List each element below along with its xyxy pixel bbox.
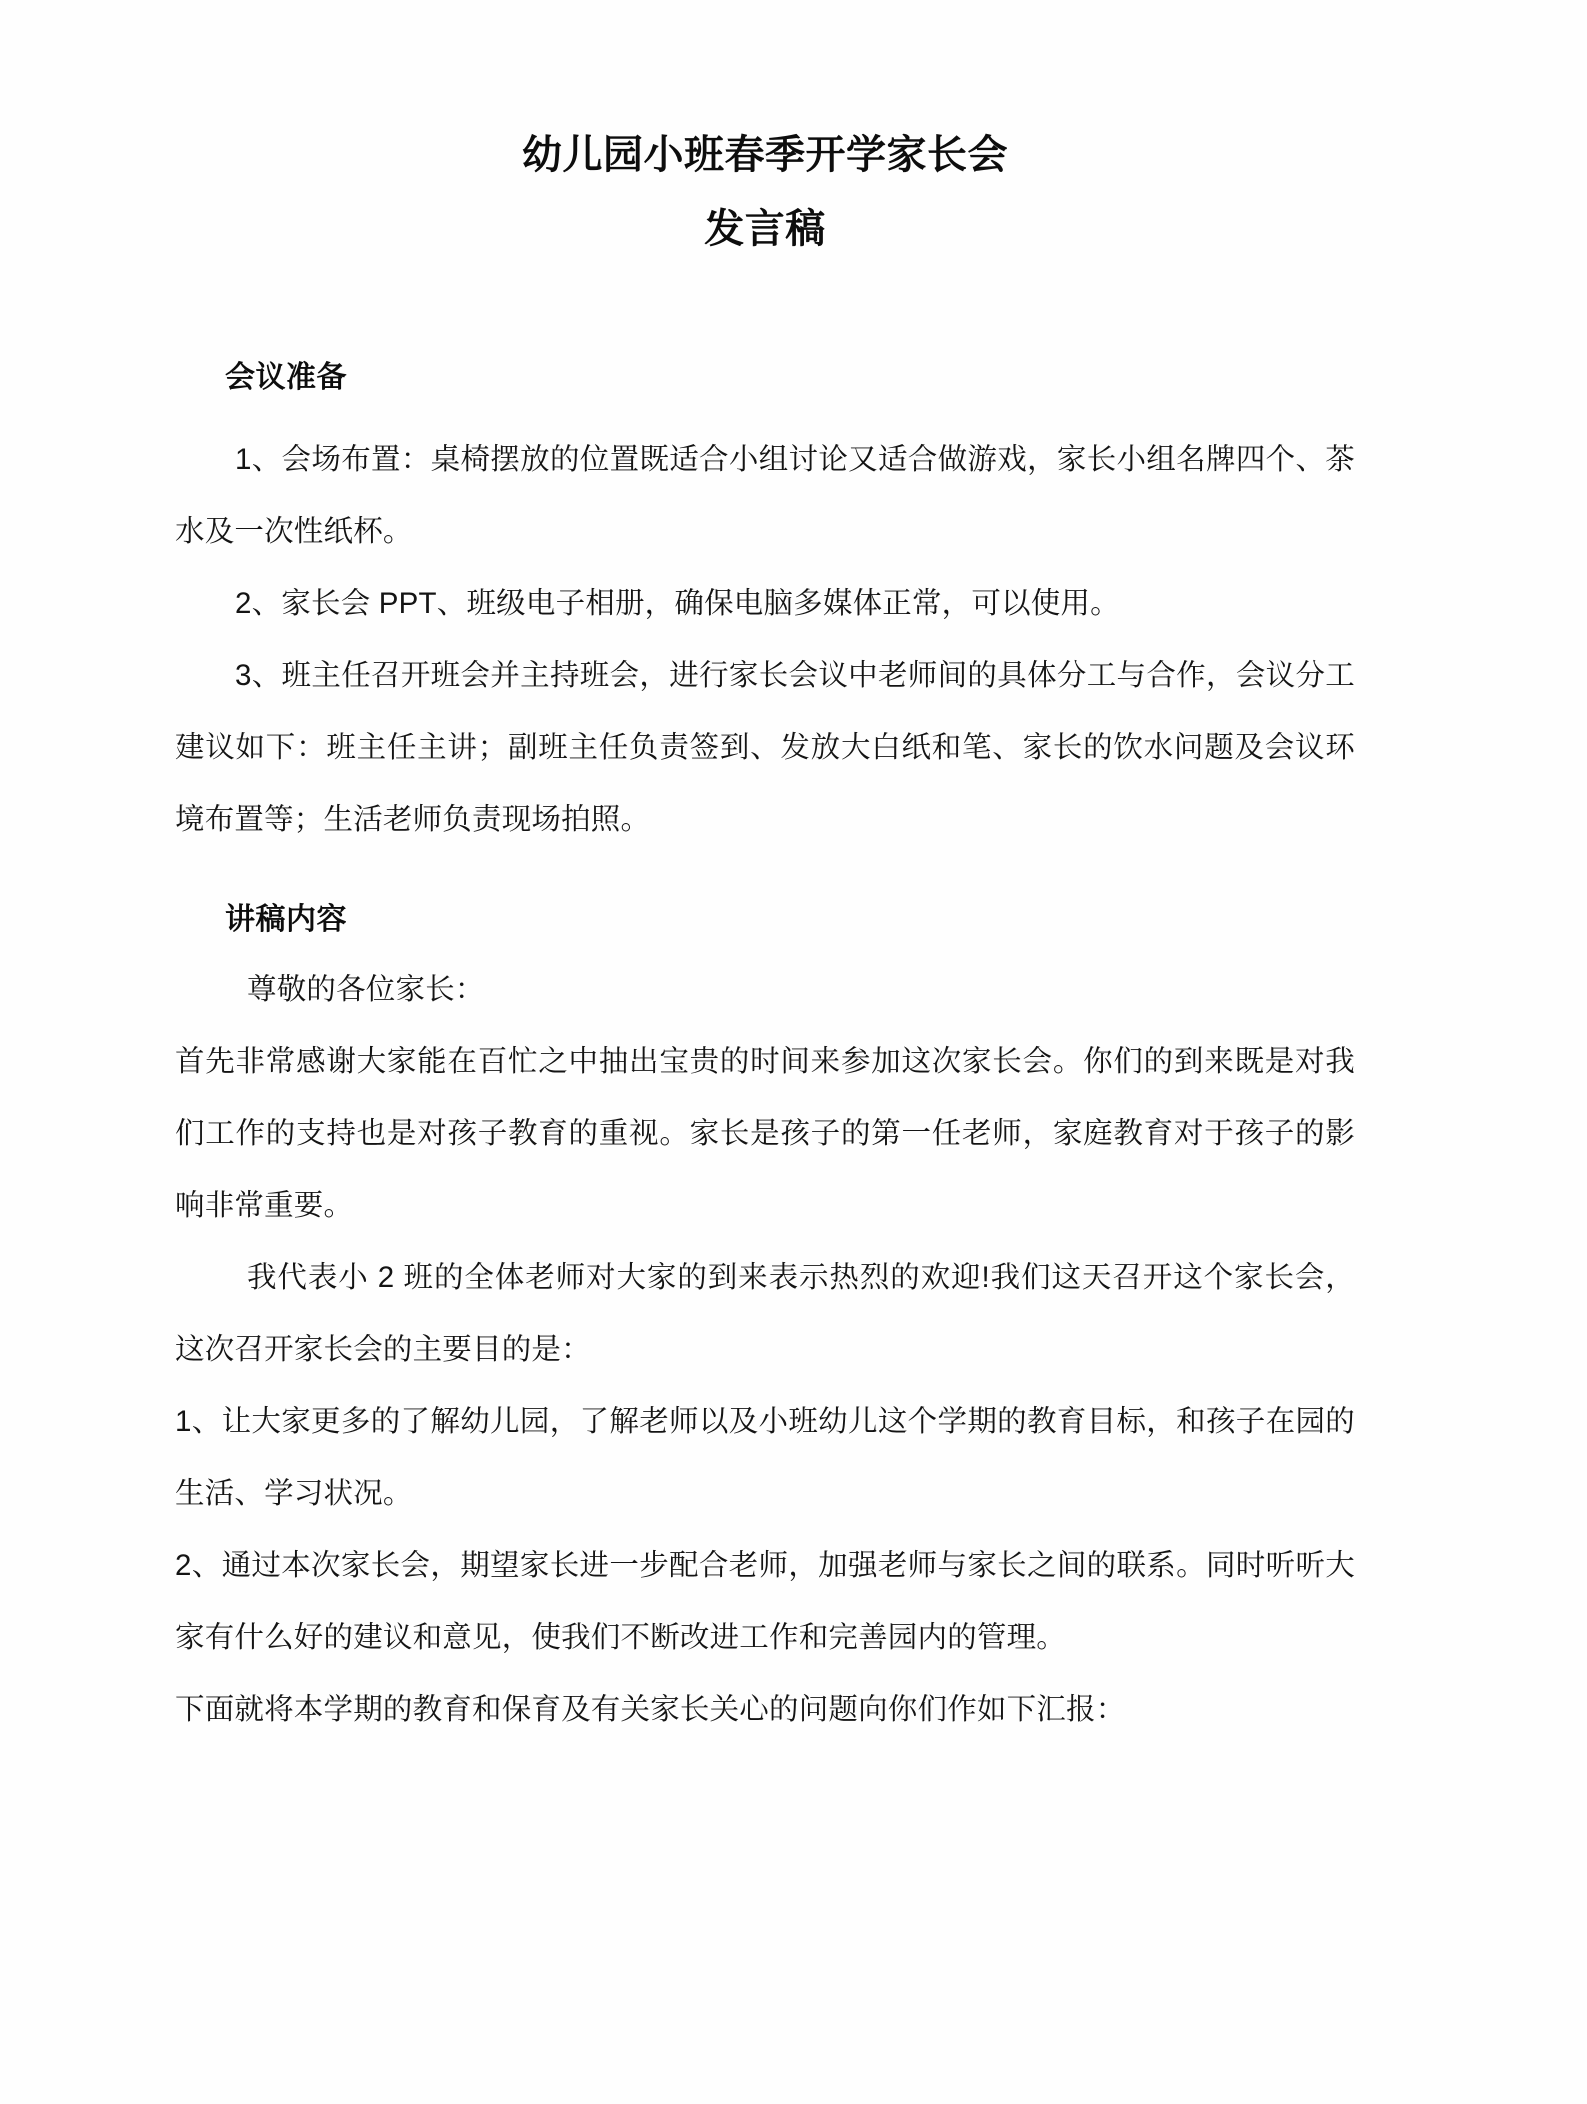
spacer [175, 944, 1355, 954]
section-heading-speech-content: 讲稿内容 [225, 903, 347, 936]
page-title-line-2: 发言稿 [704, 207, 826, 251]
paragraph-thanks: 首先非常感谢大家能在百忙之中抽出宝贵的时间来参加这次家长会。你们的到来既是对我们工作的支持也是对孩子教育的重视。家长是孩子的第一任老师，家庭教育对于孩子的影响非常重要。 [175, 1045, 1355, 1222]
document-body [175, 0, 1355, 1746]
paragraph-prep-item-3: 3、班主任召开班会并主持班会，进行家长会议中老师间的具体分工与合作，会议分工建议如下：班主任主讲；副班主任负责签到、发放大白纸和笔、家长的饮水问题及会议环境布置等；生活老师负责现场拍照。 [175, 659, 1355, 836]
paragraph-salutation: 尊敬的各位家长： [247, 973, 485, 1006]
page-title-line-1: 幼儿园小班春季开学家长会 [522, 133, 1008, 177]
paragraph-purpose-item-2: 2、通过本次家长会，期望家长进一步配合老师，加强老师与家长之间的联系。同时听听大家有什么好的建议和意见，使我们不断改进工作和完善园内的管理。 [175, 1549, 1355, 1654]
section-heading-meeting-preparation: 会议准备 [225, 361, 347, 394]
paragraph-closing-report: 下面就将本学期的教育和保育及有关家长关心的问题向你们作如下汇报： [175, 1693, 1126, 1726]
paragraph-prep-item-1: 1、会场布置：桌椅摆放的位置既适合小组讨论又适合做游戏，家长小组名牌四个、茶水及一次性纸杯。 [175, 443, 1355, 548]
paragraph-purpose-item-1: 1、让大家更多的了解幼儿园，了解老师以及小班幼儿这个学期的教育目标，和孩子在园的生活、学习状况。 [175, 1405, 1355, 1510]
spacer [175, 402, 1355, 424]
paragraph-welcome: 我代表小 2 班的全体老师对大家的到来表示热烈的欢迎!我们这天召开这个家长会，这次召开家长会的主要目的是： [175, 1261, 1355, 1366]
document-title-block [175, 0, 1355, 266]
paragraph-prep-item-2: 2、家长会 PPT、班级电子相册，确保电脑多媒体正常，可以使用。 [235, 587, 1120, 620]
